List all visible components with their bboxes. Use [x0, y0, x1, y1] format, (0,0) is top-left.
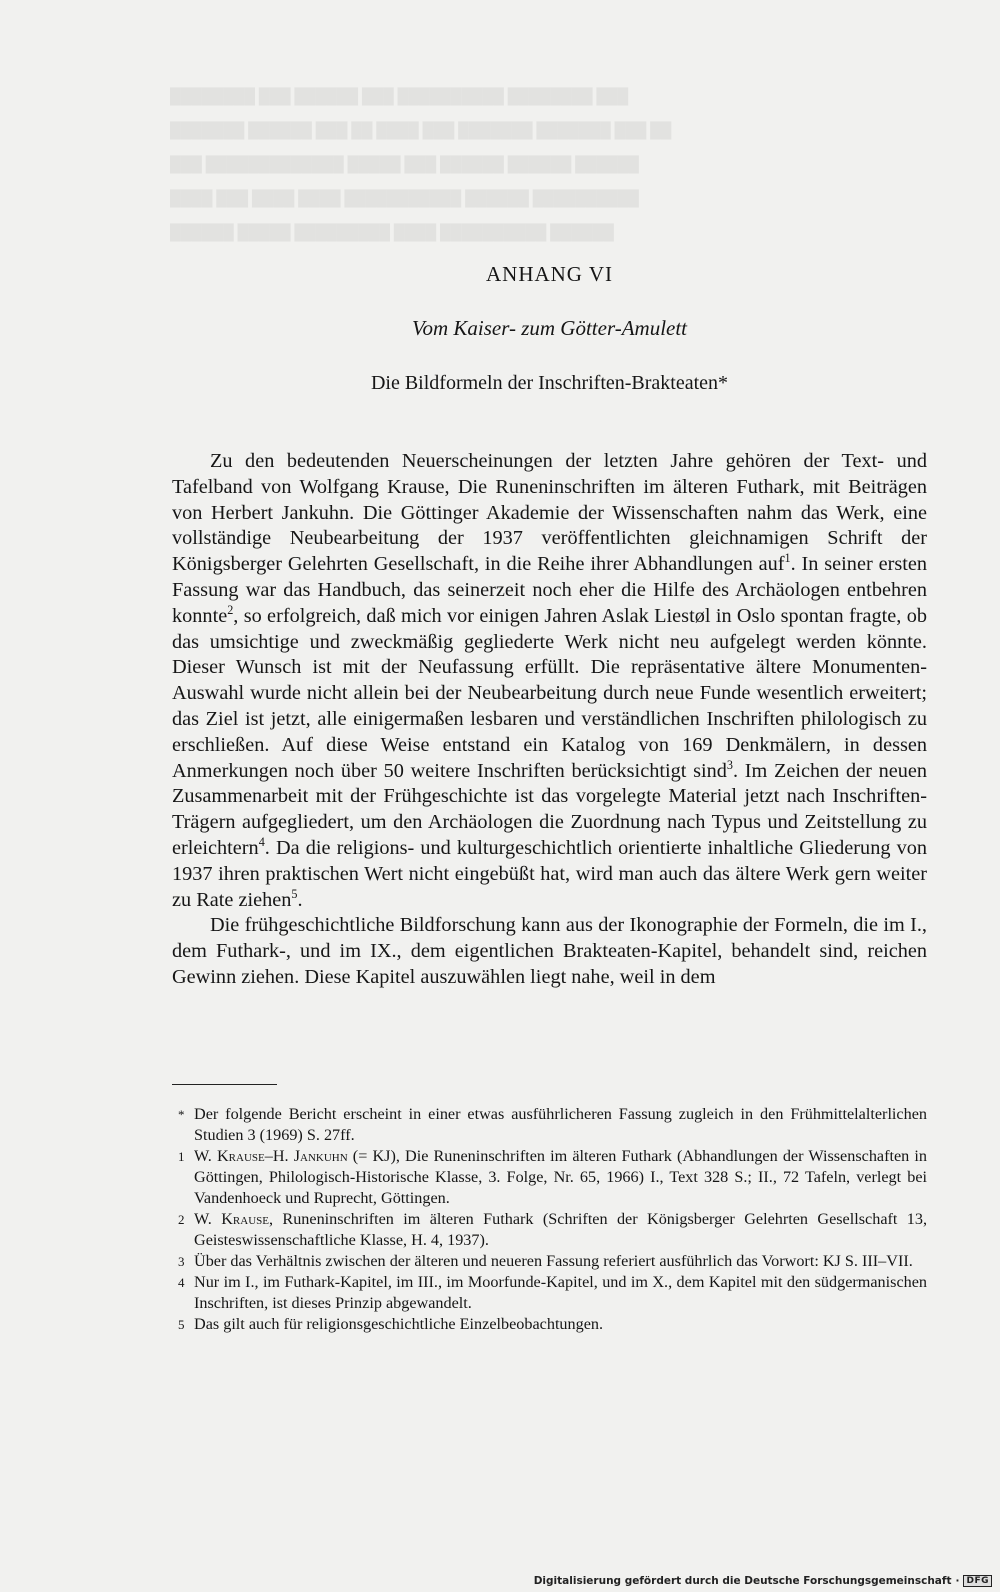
footnote-text: Der folgende Bericht erscheint in einer etwas ausführlicheren Fassung zugleich in den Frühmittelalterlichen Studien 3 (1969) S. 27ff. — [194, 1105, 927, 1144]
bleed-through-text: ████████ ███ ██████ ███ ██████████ ████████ ███ ███████ ██████ ███ ██ ████ ███ ███████ ███████ ███ ██ ███ █████████████ █████ ███ ██████ ██████ ██████ ████ ███ ████ ████ ███████████ ██████ ██████████ ██████ █████ █████████ ████ ██████████ ██████ — [170, 89, 672, 241]
credit-text: Digitalisierung gefördert durch die Deutsche Forschungsgemeinschaft — [533, 1575, 952, 1587]
footnote-1: 1 W. Krause–H. Jankuhn (= KJ), Die Runeninschriften im älteren Futhark (Abhandlungen der Wissenschaften in Göttingen, Philologisch-Historische Klasse, 3. Folge, Nr. 65, 1966) I., Text 328 S.; II., 72 Tafeln, verlegt bei Vandenhoeck und Ruprecht, Göttingen. — [178, 1147, 927, 1207]
footnote-mark: * — [178, 1107, 185, 1122]
footnote-text: Nur im I., im Futhark-Kapitel, im III., im Moorfunde-Kapitel, und im X., dem Kapitel mit den südgermanischen Inschriften, ist dieses Prinzip abgewandelt. — [194, 1273, 927, 1312]
footnote-2: 2 W. Krause, Runeninschriften im älteren Futhark (Schriften der Königsberger Gelehrten Gesellschaft 13, Geisteswissenschaftliche Klasse, H. 4, 1937). — [178, 1210, 927, 1249]
dfg-logo-icon[interactable]: DFG — [963, 1575, 992, 1587]
footnote-ref[interactable]: 3 — [726, 757, 733, 772]
footnotes — [172, 1104, 927, 1335]
author-name: Krause — [216, 1147, 265, 1165]
appendix-heading: ANHANG VI — [485, 262, 614, 286]
footnote-mark: 3 — [178, 1254, 185, 1269]
footnote-mark: 1 — [178, 1149, 185, 1164]
section-title: Die Bildformeln der Inschriften-Brakteaten* — [370, 372, 729, 394]
footnote-ref[interactable]: 1 — [784, 551, 791, 566]
paragraph-2: Die frühgeschichtliche Bildforschung kann aus der Ikonographie der Formeln, die im I., dem Futhark-, und im IX., dem eigentlichen Brakteaten-Kapitel, behandelt sind, reichen Gewinn ziehen. Diese Kapitel auszuwählen liegt nahe, weil in dem — [172, 914, 927, 988]
footnote-text: Das gilt auch für religionsgeschichtliche Einzelbeobachtungen. — [194, 1315, 604, 1333]
author-name: Jankuhn — [293, 1147, 348, 1165]
digitization-credit: Digitalisierung gefördert durch die Deutsche Forschungsgemeinschaft · DFG — [534, 1575, 992, 1587]
footnote-rule — [172, 1084, 277, 1085]
paragraph-1: Zu den bedeutenden Neuerscheinungen der letzten Jahre gehören der Text- und Tafelband von Wolfgang Krause, Die Runeninschriften im älteren Futhark, mit Beiträgen von Herbert Jankuhn. Die Göttinger Akademie der Wissenschaften nahm das Werk, eine vollständige Neubearbeitung der 1937 veröffentlichten gleichnamigen Schrift der Königsberger Gelehrten Gesellschaft, in die Reihe ihrer Abhandlungen auf$^1$. In seiner ersten Fassung war das Handbuch, das seinerzeit noch eher die Hilfe des Archäologen entbehren konnte$^2$, so erfolgreich, daß mich vor einigen Jahren Aslak Liestøl in Oslo spontan fragte, ob das umsichtige und zweckmäßig gegliederte Werk nicht neu aufgelegt werden könnte. Dieser Wunsch ist mit der Neufassung erfüllt. Die repräsentative ältere Monumenten-Auswahl wurde nicht allein bei der Neubearbeitung durch neue Funde wesentlich erweitert; das Ziel ist jetzt, alle einigermaßen lesbaren und verständlichen Inschriften philologisch zu erschließen. Auf diese Weise entstand ein Katalog von 169 Denkmälern, in dessen Anmerkungen noch über 50 weitere Inschriften berücksichtigt sind$^3$. Im Zeichen der neuen Zusammenarbeit mit der Frühgeschichte ist das vorgelegte Material jetzt nach Inschriften-Trägern aufgegliedert, um den Archäologen die Zuordnung nach Typus und Zeitstellung zu erleichtern$^4$. Da die religions- und kulturgeschichtlich orientierte inhaltliche Gliederung von 1937 ihren praktischen Wert nicht eingebüßt hat, wird man auch das ältere Werk gern weiter zu Rate ziehen$^5$. — [172, 450, 927, 911]
footnote-text: Über das Verhältnis zwischen der älteren und neueren Fassung referiert ausführlich das Vorwort: KJ S. III–VII. — [194, 1252, 913, 1270]
author-name: Krause — [221, 1210, 269, 1228]
footnote-mark: 4 — [178, 1275, 185, 1290]
footnote-ref[interactable]: 4 — [258, 835, 265, 850]
chapter-subtitle: Vom Kaiser- zum Götter-Amulett — [411, 316, 688, 340]
footnote-ref[interactable]: 5 — [291, 886, 298, 901]
footnote-3 — [172, 1251, 927, 1272]
footnote-5 — [172, 1314, 927, 1335]
footnote-ref[interactable]: 2 — [227, 603, 234, 618]
footnote-star — [172, 1104, 927, 1146]
footnote-mark: 2 — [178, 1212, 185, 1227]
footnote-mark: 5 — [178, 1317, 185, 1332]
body-text — [172, 449, 927, 991]
footnote-4 — [172, 1272, 927, 1314]
